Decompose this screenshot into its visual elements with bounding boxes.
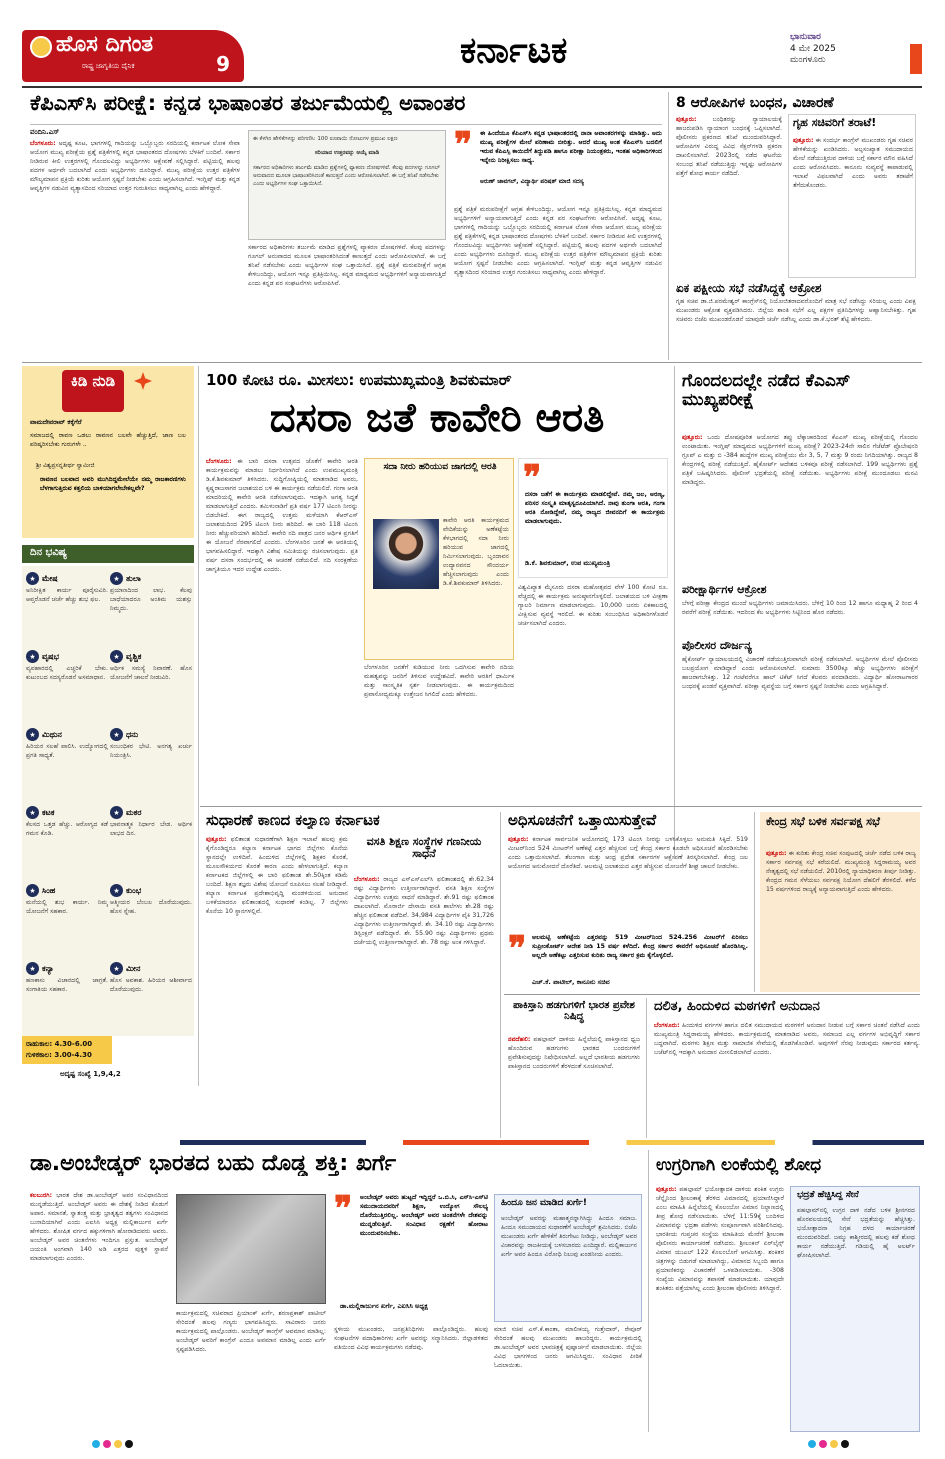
police-misuse-headline[interactable]: ಪೊಲೀಸರ ದೌರ್ಜನ್ಯ — [682, 639, 752, 652]
zodiac-sign-name: ಕುಂಭ — [126, 885, 142, 895]
home-minister-body: ಪುತ್ತೂರು: ಈ ಸಂದರ್ಭ ಕಾಂಗ್ರೆಸ್ ಮುಖಂಡರು ಗೃಹ ಸಚಿವರ ಹೇಳಿಕೆಯನ್ನು ಖಂಡಿಸಿದರು. ಅಲ್ಪಸಂಖ್ಯಾತ ಸಮುದಾಯದ ಮೇಲೆ ನಡೆಯುತ್ತಿರುವ ದಾಳಿಯ ಬಗ್ಗೆ ಸರ್ಕಾರ ಮೌನ ವಹಿಸಿದೆ ಎಂದು ಆರೋಪಿಸಿದರು. ಕಾನೂನು ಸುವ್ಯವಸ್ಥೆ ಕಾಪಾಡುವಲ್ಲಿ ಇಲಾಖೆ ವಿಫಲವಾಗಿದೆ ಎಂದು ಅವರು ತರಾಟೆಗೆ ತೆಗೆದುಕೊಂಡರು. — [793, 137, 913, 189]
horoscope-item — [110, 572, 192, 646]
dasara-box-body: ಕಾವೇರಿ ಆರತಿ ಕಾರ್ಯಕ್ರಮದ ವೇದಿಕೆಯನ್ನು ಅಣೆಕಟ್ಟೆಯ ಕೆಳಭಾಗದಲ್ಲಿ ಸದಾ ನೀರು ಹರಿಯುವ ಜಾಗದಲ್ಲಿ ನಿರ್ಮಿಸಲಾಗುವುದು. ಬೃಂದಾವನ ಉದ್ಯಾನವನದ ಸೌಂದರ್ಯ ಹೆಚ್ಚಿಸಲಾಗುವುದು ಎಂದು ಡಿ.ಕೆ.ಶಿವಕುಮಾರ್ ತಿಳಿಸಿದರು. — [443, 517, 509, 587]
ambedkar-body: ಕಲಬುರಗಿ: ಭಾರತ ದೇಶ ಡಾ.ಅಂಬೇಡ್ಕರ್ ಅವರ ಸಂವಿಧಾನದಿಂದ ಮುನ್ನಡೆಯುತ್ತಿದೆ. ಅಂಬೇಡ್ಕರ್ ಅವರು ಈ ದೇಶಕ್ಕೆ ನೀಡಿದ ಕೊಡುಗೆ ಅಪಾರ. ಸಮಾನತೆ, ಸ್ವಾತಂತ್ರ್ಯ ಮತ್ತು ಭ್ರಾತೃತ್ವದ ತತ್ವಗಳು ಸಂವಿಧಾನದ ಬುನಾದಿಯಾಗಿವೆ ಎಂದು ಎಐಸಿಸಿ ಅಧ್ಯಕ್ಷ ಮಲ್ಲಿಕಾರ್ಜುನ ಖರ್ಗೆ ಹೇಳಿದರು. ಶೋಷಿತ ವರ್ಗದ ಹಕ್ಕುಗಳಿಗಾಗಿ ಹೋರಾಡಿದವರು ಅವರು. ಅಂಬೇಡ್ಕರ್ ಅವರ ಚಿಂತನೆಗಳು ಇಂದಿಗೂ ಪ್ರಸ್ತುತ. ಅಂಬೇಡ್ಕರ್ ಜಯಂತಿ ಅಂಗವಾಗಿ 140 ಅಡಿ ಎತ್ತರದ ಪುತ್ಥಳಿ ಸ್ಥಾಪನೆ ಮಾಡಲಾಗುವುದು ಎಂದರು. — [30, 1192, 168, 1262]
zodiac-sign-text: ಹೊಸ ಅವಕಾಶ. ಹಿರಿಯರ ಆಶೀರ್ವಾದ ದೊರೆಯುವುದು. — [110, 977, 192, 993]
document-line-3: ಸರ್ಕಾರದ ಅಧಿಕಾರಿಗಳು ತರ್ಜುಮೆ ಮಾಡಿದ ಪ್ರಶ್ನೆಗಳಲ್ಲಿ ವ್ಯಾಕರಣ ದೋಷಗಳಿವೆ. ಕೆಲವು ಪದಗಳನ್ನು ಗೂಗಲ್ ಅನುವಾದದ ಮೂಲಕ ಭಾಷಾಂತರಿಸಿದಂತೆ ಕಾಣುತ್ತದೆ ಎಂದು ಆರೋಪಿಸಲಾಗಿದೆ. ಈ ಬಗ್ಗೆ ತನಿಖೆ ನಡೆಸಬೇಕು ಎಂದು ಅಭ್ಯರ್ಥಿಗಳ ಸಂಘ ಒತ್ತಾಯಿಸಿದೆ. — [253, 164, 440, 187]
quote-mark-icon: ❞ — [523, 458, 542, 498]
pak-body: ನವದೆಹಲಿ: ಪಹಲ್ಗಾಮ್ ದಾಳಿಯ ಹಿನ್ನೆಲೆಯಲ್ಲಿ ಪಾಕಿಸ್ತಾನದ ಧ್ವಜ ಹೊಂದಿರುವ ಹಡಗುಗಳು ಭಾರತದ ಬಂದರುಗಳಿಗೆ ಪ್ರವೇಶಿಸುವುದನ್ನು ನಿಷೇಧಿಸಲಾಗಿದೆ. ಅಲ್ಲದೆ ಭಾರತೀಯ ಹಡಗುಗಳು ಪಾಕಿಸ್ತಾನದ ಬಂದರುಗಳಿಗೆ ತೆರಳದಂತೆ ಸೂಚಿಸಲಾಗಿದೆ. — [508, 1036, 640, 1070]
zodiac-sign-text: ಆತ್ಮೀಯರ ಬೆಂಬಲ ದೊರೆಯುವುದು. ಹೊಸ ಸ್ನೇಹ. — [110, 899, 192, 915]
zodiac-sign-name: ತುಲಾ — [126, 573, 141, 583]
dasara-box — [364, 458, 514, 660]
dk-shivakumar-photo — [373, 519, 439, 589]
dasara-body-2: ವಿಶ್ವವಿಖ್ಯಾತ ಮೈಸೂರು ದಸರಾ ಮಹೋತ್ಸವದ ವೇಳೆ 100 ಕೋಟಿ ರೂ. ವೆಚ್ಚದಲ್ಲಿ ಈ ಕಾರ್ಯಕ್ರಮ ಅನುಷ್ಠಾನಗೊಳ್ಳಲಿದೆ. ಜಲಾಶಯದ ಬಳಿ ವೀಕ್ಷಣಾ ಗ್ಯಾಲರಿ ನಿರ್ಮಾಣ ಮಾಡಲಾಗುವುದು. 10,000 ಜನರು ಏಕಕಾಲದಲ್ಲಿ ವೀಕ್ಷಿಸುವ ವ್ಯವಸ್ಥೆ ಇರಲಿದೆ. ಈ ಕುರಿತು ಸಂಬಂಧಿಸಿದ ಅಧಿಕಾರಿಗಳೊಡನೆ ಚರ್ಚಿಸಲಾಗಿದೆ ಎಂದರು. — [518, 584, 668, 627]
central-meet-headline[interactable]: ಕೇಂದ್ರ ಸಭೆ ಬಳಿಕ ಸರ್ವಪಕ್ಷ ಸಭೆ — [766, 815, 880, 828]
zodiac-sign-icon: ★ — [110, 806, 123, 819]
horoscope-item — [110, 806, 192, 880]
notification-quote-author: ಎಚ್.ಕೆ. ಪಾಟೀಲ್, ಕಾನೂನು ಸಚಿವ — [532, 978, 610, 986]
horoscope-item — [26, 884, 108, 958]
header-date: 4 ಮೇ 2025 — [790, 43, 836, 54]
zodiac-sign-icon: ★ — [110, 572, 123, 585]
zodiac-sign-name: ಸಿಂಹ — [42, 885, 56, 895]
zodiac-sign-text: ಕೆಲಸದ ಒತ್ತಡ ಹೆಚ್ಚು. ಆರೋಗ್ಯದ ಕಡೆ ಗಮನ ಕೊಡಿ. — [26, 821, 108, 837]
horoscope-item — [26, 962, 108, 1036]
zodiac-sign-name: ವೃಶ್ಚಿಕ — [126, 651, 142, 661]
horoscope-timings — [22, 1036, 112, 1064]
zodiac-sign-icon: ★ — [26, 728, 39, 741]
rahukala: ರಾಹುಕಾಲ: 4.30-6.00 — [26, 1040, 93, 1048]
kpsc-body: ಬೆಂಗಳೂರು: ಅದೃಷ್ಟ ಕೂಟ, ಭಾಗಗಳಲ್ಲಿ ಗಾದಿಯನ್ನು ಒಬ್ಬೊಬ್ಬರು ಸರದಿಯಲ್ಲಿ ಕರ್ನಾಟಕ ಲೋಕ ಸೇವಾ ಆಯೋಗ ಮುಖ್ಯ ಪರೀಕ್ಷೆಯ ಪ್ರಶ್ನೆ ಪತ್ರಿಕೆಗಳಲ್ಲಿ ಕನ್ನಡ ಭಾಷಾಂತರದ ದೋಷಗಳು ಬೆಳಕಿಗೆ ಬಂದಿವೆ. ಸರ್ಕಾರ ನೀಡಿರುವ ಕೀಲಿ ಉತ್ತರಗಳಲ್ಲಿ ಗೊಂದಲವಿದ್ದು ಅಭ್ಯರ್ಥಿಗಳು ಆಕ್ಷೇಪಣೆ ಸಲ್ಲಿಸಿದ್ದಾರೆ. ಪಟ್ಟಿಯಲ್ಲಿ ಹಲವು ಪದಗಳ ಅರ್ಥವೇ ಬದಲಾಗಿದೆ ಎಂದು ಅಭ್ಯರ್ಥಿಗಳು ದೂರಿದ್ದಾರೆ. ಮುಖ್ಯ ಪರೀಕ್ಷೆಯ ಉತ್ತರ ಪತ್ರಿಕೆಗಳ ಮೌಲ್ಯಮಾಪನ ಪ್ರಕ್ರಿಯೆ ಕುರಿತು ಆಯೋಗ ಸ್ಪಷ್ಟನೆ ನೀಡಬೇಕು ಎಂದು ಆಗ್ರಹಿಸಲಾಗಿದೆ. ಇಂಗ್ಲಿಷ್ ಮತ್ತು ಕನ್ನಡ ಆವೃತ್ತಿಗಳ ನಡುವಿನ ವ್ಯತ್ಯಾಸದಿಂದ ಸರಿಯಾದ ಉತ್ತರ ಗುರುತಿಸಲು ಸಾಧ್ಯವಾಗಿಲ್ಲ ಎಂದು ಹೇಳಿದ್ದಾರೆ. — [30, 140, 240, 192]
kidi-spark-icon — [134, 372, 152, 390]
lanka-box-body: ಪಹಲ್ಗಾಮ್‌ನಲ್ಲಿ ಉಗ್ರರ ದಾಳಿ ನಡೆದ ಬಳಿಕ ಶ್ರೀನಗರದ ಹೊರವಲಯದಲ್ಲಿ ಸೇನೆ ಭದ್ರತೆಯನ್ನು ಹೆಚ್ಚಿಸಿತ್ತು. ಭಯೋತ್ಪಾದನಾ ನಿಗ್ರಹ ದಳದ ಕಾರ್ಯಾಚರಣೆ ಮುಂದುವರಿದಿದೆ. ಜಮ್ಮು ಕಾಶ್ಮೀರದಲ್ಲಿ ಹಲವು ಕಡೆ ಶೋಧ ಕಾರ್ಯ ನಡೆಯುತ್ತಿದೆ. ಗಡಿಯಲ್ಲಿ ಹೈ ಅಲರ್ಟ್ ಘೋಷಿಸಲಾಗಿದೆ. — [797, 1207, 915, 1259]
single-party-body: ಗೃಹ ಸಚಿವ ಡಾ.ಜಿ.ಪರಮೇಶ್ವರ್ ಕಾಂಗ್ರೆಸ್‌ನಲ್ಲಿ ನಿಯೋಜಿತರಾದವರೊಂದಿಗೆ ಮಾತ್ರ ಸಭೆ ನಡೆಸಿದ್ದು ಸರಿಯಲ್ಲ ಎಂದು ವಿಪಕ್ಷ ಮುಖಂಡರು ಆಕ್ರೋಶ ವ್ಯಕ್ತಪಡಿಸಿದರು. ಜಿಲ್ಲೆಯ ಶಾಂತಿ ಸಭೆಗೆ ಎಲ್ಲ ಪಕ್ಷಗಳ ಪ್ರತಿನಿಧಿಗಳನ್ನು ಆಹ್ವಾನಿಸಬೇಕಿತ್ತು. ಗೃಹ ಸಚಿವರು ಬಿಜೆಪಿ ಮುಖಂಡರೊಡನೆ ಯಾವುದೇ ಚರ್ಚೆ ನಡೆಸಿಲ್ಲ ಎಂದು ಡಾ.ಕೆ.ಭರತ್ ಶೆಟ್ಟಿ ಹೇಳಿದರು. — [676, 298, 916, 323]
zodiac-sign-name: ಕಟಕ — [42, 807, 55, 817]
ambedkar-quote — [334, 1189, 488, 1320]
zodiac-sign-text: ಹಿರಿಯರ ಸಲಹೆ ಪಾಲಿಸಿ. ಉದ್ಯೋಗದಲ್ಲಿ ಪ್ರಗತಿ ಸಾಧ್ಯತೆ. — [26, 743, 108, 759]
zodiac-sign-name: ಮಕರ — [126, 807, 142, 817]
zodiac-sign-icon: ★ — [26, 962, 39, 975]
zodiac-sign-icon: ★ — [110, 962, 123, 975]
zodiac-sign-text: ವ್ಯವಹಾರದಲ್ಲಿ ಎಚ್ಚರಿಕೆ ಬೇಕು. ಕುಟುಂಬದ ಸದಸ್ಯರೊಡನೆ ಅಸಮಾಧಾನ. — [26, 665, 108, 681]
notification-headline[interactable]: ಅಧಿಸೂಚನೆಗೆ ಒತ್ತಾಯಿಸುತ್ತೇವೆ — [508, 811, 657, 829]
dasara-body-3: ಬೆಂಗಳೂರಿನ ಜನತೆಗೆ ಕುಡಿಯುವ ನೀರು ಒದಗಿಸುವ ಕಾವೇರಿ ನದಿಯ ಮಹತ್ವವನ್ನು ಜನರಿಗೆ ತಿಳಿಸುವ ಉದ್ದೇಶವಿದೆ. ಕಾವೇರಿ ಆರತಿಗೆ ಧಾರ್ಮಿಕ ಮತ್ತು ಸಾಂಸ್ಕೃತಿಕ ಸ್ಪರ್ಶ ನೀಡಲಾಗುವುದು. ಈ ಕಾರ್ಯಕ್ರಮದಿಂದ ಪ್ರವಾಸೋದ್ಯಮಕ್ಕೂ ಉತ್ತೇಜನ ಸಿಗಲಿದೆ ಎಂದು ಹೇಳಿದರು. — [364, 664, 514, 698]
zodiac-sign-icon: ★ — [110, 650, 123, 663]
kidi-reply: ರಾವಣನ ಬಲವಾದ ಅವರಿ ಮುಗಿದಿದ್ದಮೇಲೆಯೇ ನಮ್ಮ ರಾಜಕಾರಣಿಗಳು ಬೆಳಗಾಗುತ್ತಿರುವ ಕತ್ತಲಿಯ ಬಾಳಿಯಾಗಲೇಬೇಕಲ್ಲವೇ? — [40, 476, 186, 492]
police-misuse-body: ಹೈಕೋರ್ಟ್ ನ್ಯಾಯಾಲಯದಲ್ಲಿ ವಿಚಾರಣೆ ನಡೆಯುತ್ತಿರುವಾಗಲೇ ಪರೀಕ್ಷೆ ನಡೆಸಲಾಗಿದೆ. ಅಭ್ಯರ್ಥಿಗಳ ಮೇಲೆ ಪೊಲೀಸರು ಬಲಪ್ರಯೋಗ ಮಾಡಿದ್ದಾರೆ ಎಂದು ಆರೋಪಿಸಲಾಗಿದೆ. ಸುಮಾರು 3500ಕ್ಕೂ ಹೆಚ್ಚು ಅಭ್ಯರ್ಥಿಗಳು ಪರೀಕ್ಷೆಗೆ ಹಾಜರಾಗಬೇಕಿತ್ತು. 12 ಗಂಟೆವರೆಗೂ ಹಾಲ್ ಟಿಕೆಟ್ ಸಿಗದೆ ಕೆಲವರು ಪರದಾಡಿದರು. ವಿದ್ಯಾರ್ಥಿ ಹೋರಾಟಗಾರರ ಬಂಧನಕ್ಕೆ ಖಂಡನೆ ವ್ಯಕ್ತವಾಗಿದೆ. ಪರೀಕ್ಷಾ ವ್ಯವಸ್ಥೆಯ ಬಗ್ಗೆ ಸರ್ಕಾರ ಸ್ಪಷ್ಟನೆ ನೀಡಬೇಕು ಎಂದು ಆಗ್ರಹಿಸಿದ್ದಾರೆ. — [682, 656, 918, 690]
dasara-headline[interactable]: ದಸರಾ ಜತೆ ಕಾವೇರಿ ಆರತಿ — [269, 395, 605, 441]
header-day: ಭಾನುವಾರ — [790, 32, 821, 42]
zodiac-sign-text: ಆರ್ಥಿಕ ಸಮಸ್ಯೆ ನಿವಾರಣೆ. ಹೊಸ ಯೋಜನೆಗೆ ಚಾಲನೆ ನೀಡುವಿರಿ. — [110, 665, 192, 681]
central-meet-box — [760, 812, 920, 992]
notification-quote — [508, 929, 748, 990]
ambedkar-event-photo — [176, 1194, 326, 1304]
ambedkar-box — [494, 1194, 642, 1322]
kidi-nudi-box — [22, 366, 194, 538]
home-minister-box — [788, 114, 916, 278]
masthead-logo[interactable] — [22, 30, 244, 82]
dalit-headline[interactable]: ದಲಿತ, ಹಿಂದುಳಿದ ಮಠಗಳಿಗೆ ಅನುದಾನ — [654, 1000, 820, 1014]
notification-quote-text: ಆಲಮಟ್ಟಿ ಅಣೆಕಟ್ಟೆಯ ಎತ್ತರವನ್ನು 519 ಮೀಟರ್‌ನಿಂದ 524.256 ಮೀಟರ್‌ಗೆ ಏರಿಸಲು ಸುಪ್ರೀಂಕೋರ್ಟ್ ಆದೇಶ ನೀಡಿ 15 ವರ್ಷ ಕಳೆದಿದೆ. ಕೇಂದ್ರ ಸರ್ಕಾರ ಈವರೆಗೆ ಅಧಿಸೂಚನೆ ಹೊರಡಿಸಿಲ್ಲ. ಅಲ್ಲದೇ ಅಣೆಕಟ್ಟು ಎತ್ತರಿಸುವ ಕುರಿತು ರಾಜ್ಯ ಸರ್ಕಾರ ಕ್ರಮ ಕೈಗೊಳ್ಳಲಿದೆ. — [532, 934, 748, 959]
zodiac-sign-icon: ★ — [26, 650, 39, 663]
zodiac-sign-name: ಮಿಥುನ — [42, 729, 62, 739]
kidi-author: ವಾಮದೇವರಾವ್ ಕಕ್ಕೆಗೆರೆ — [30, 418, 82, 426]
zodiac-sign-text: ಪ್ರಯಾಣದಿಂದ ಲಾಭ. ಕೆಲವು ಬಾಧೆಯಾದರೂ ಅಂತಿಮ ಯಶಸ್ಸು ನಿಮ್ಮದು. — [110, 587, 192, 612]
dasara-quote-box — [518, 458, 668, 578]
horoscope-item — [26, 572, 108, 646]
police-alert-body: ಬೆಳಗ್ಗೆ ಪರೀಕ್ಷಾ ಕೇಂದ್ರದ ಮುಂದೆ ಅಭ್ಯರ್ಥಿಗಳು ಜಮಾಯಿಸಿದರು. ಬೆಳಿಗ್ಗೆ 10 ರಿಂದ 12 ಹಾಗೂ ಮಧ್ಯಾಹ್ನ 2 ರಿಂದ 4 ರವರೆಗೆ ಪರೀಕ್ಷೆ ನಡೆಯಿತು. ಇದರಿಂದ ಕೆಲ ಅಭ್ಯರ್ಥಿಗಳು ಸಿಟ್ಟಿನಿಂದ ಹೊರ ನಡೆದರು. — [682, 600, 918, 616]
kpsc-quote-text: ಈ ಹಿಂದೆಯೂ ಕೆಪಿಎಸ್‌ಸಿ ಕನ್ನಡ ಭಾಷಾಂತರದಲ್ಲಿ ನಾನಾ ಅವಾಂತರಗಳನ್ನು ಮಾಡಿತ್ತು. ಅದು ಮುಖ್ಯ ಪರೀಕ್ಷೆಗಳ ಮೇಲೆ ಪರಿಣಾಮ ಬೀರಿತ್ತು. ಆದರೆ ಮುಖ್ಯ ಅಂಶ ಕೆಪಿಎಸ್‌ಸಿ ಬದಲಿಗೆ ಇರುವ ಕೆಪಿಎಸ್ಸಿ ಕಾಯಿದೆಗೆ ತಿದ್ದುಪಡಿ ಹಾಗೂ ಪರೀಕ್ಷಾ ನಿಯಂತ್ರಕರು, ಇಂತಹ ಅಧಿಕಾರಿಗಳಿಂದ ಇನ್ನೇನು ನಿರೀಕ್ಷಿಸಲು ಸಾಧ್ಯ. — [480, 130, 662, 164]
header-date-block — [790, 32, 910, 67]
zodiac-sign-text: ಸಂಬಂಧಿಕರ ಭೇಟಿ. ಅನಗತ್ಯ ಖರ್ಚು ನಿಯಂತ್ರಿಸಿ. — [110, 743, 192, 759]
horoscope-item — [110, 962, 192, 1036]
lanka-body: ಪುತ್ತೂರು: ಪಹಲ್ಗಾಮ್ ಭಯೋತ್ಪಾದಕ ದಾಳಿಯ ಶಂಕಿತ ಉಗ್ರರು ಚೆನ್ನೈನಿಂದ ಶ್ರೀಲಂಕಾಕ್ಕೆ ತೆರಳಿದ ವಿಮಾನದಲ್ಲಿ ಪ್ರಯಾಣಿಸಿದ್ದಾರೆ ಎಂಬ ಮಾಹಿತಿ ಹಿನ್ನೆಲೆಯಲ್ಲಿ ಕೊಲಂಬೋ ವಿಮಾನ ನಿಲ್ದಾಣದಲ್ಲಿ ತೀವ್ರ ಶೋಧ ನಡೆಸಲಾಯಿತು. ಬೆಳಿಗ್ಗೆ 11:59ಕ್ಕೆ ಬಂದಿಳಿದ ವಿಮಾನವನ್ನು ಭದ್ರತಾ ಪಡೆಗಳು ಸಂಪೂರ್ಣವಾಗಿ ಪರಿಶೀಲಿಸಿದವು. ಭಾರತೀಯ ಗುಪ್ತಚರ ಸಂಸ್ಥೆಯ ಮಾಹಿತಿಯ ಮೇರೆಗೆ ಶ್ರೀಲಂಕಾ ಪೊಲೀಸರು ಕಾರ್ಯಾಚರಣೆ ನಡೆಸಿದರು. ಶ್ರೀಲಂಕನ್ ಏರ್‌ಲೈನ್ಸ್ ವಿಮಾನ ಯುಎಲ್ 122 ಕೊಲಂಬೊಗೆ ಆಗಮಿಸಿತ್ತು. ಶಂಕಿತರ ಚಿತ್ರಗಳನ್ನು ಬಿಡುಗಡೆ ಮಾಡಲಾಗಿದ್ದು, ವಿಮಾನದ ಸಿಬ್ಬಂದಿ ಹಾಗೂ ಪ್ರಯಾಣಿಕರನ್ನು ವಿಚಾರಣೆಗೆ ಒಳಪಡಿಸಲಾಯಿತು. -308 ಸಂಖ್ಯೆಯ ವಿಮಾನವನ್ನು ತಪಾಸಣೆ ಮಾಡಲಾಯಿತು. ಯಾವುದೇ ಶಂಕಿತರು ಪತ್ತೆಯಾಗಿಲ್ಲ ಎಂದು ಶ್ರೀಲಂಕಾ ಪೊಲೀಸರು ತಿಳಿಸಿದ್ದಾರೆ. — [656, 1186, 784, 1292]
horoscope-item — [110, 650, 192, 724]
header-city: ಮಂಗಳೂರು — [790, 55, 826, 66]
dasara-body: ಬೆಂಗಳೂರು: ಈ ಬಾರಿ ದಸರಾ ಉತ್ಸವದ ಜೊತೆಗೆ ಕಾವೇರಿ ಆರತಿ ಕಾರ್ಯಕ್ರಮವನ್ನು ಮಾಡಲು ನಿರ್ಧರಿಸಲಾಗಿದೆ ಎಂದು ಉಪಮುಖ್ಯಮಂತ್ರಿ ಡಿ.ಕೆ.ಶಿವಕುಮಾರ್ ತಿಳಿಸಿದರು. ಸುದ್ದಿಗೋಷ್ಠಿಯಲ್ಲಿ ಮಾತನಾಡಿದ ಅವರು, ಕೃಷ್ಣರಾಜಸಾಗರ ಜಲಾಶಯದ ಬಳಿ ಈ ಕಾರ್ಯಕ್ರಮ ನಡೆಯಲಿದೆ. ಗಂಗಾ ಆರತಿ ಮಾದರಿಯಲ್ಲಿ ಕಾವೇರಿ ಆರತಿ ನಡೆಸಲಾಗುವುದು. ಇದಕ್ಕಾಗಿ ಅಗತ್ಯ ಸಿದ್ಧತೆ ಮಾಡಲಾಗುತ್ತಿದೆ ಎಂದರು. ತಮಿಳುನಾಡಿಗೆ ಪ್ರತಿ ವರ್ಷ 177 ಟಿಎಂಸಿ ನೀರನ್ನು ಬಿಡಬೇಕಿದೆ. ಈಗ ರಾಜ್ಯದಲ್ಲಿ ಉತ್ತಮ ಮಳೆಯಾಗಿ ಕೆಆರ್‌ಎಸ್ ಜಲಾಶಯದಿಂದ 295 ಟಿಎಂಸಿ ನೀರು ಹರಿದಿದೆ. ಈ ಬಾರಿ 118 ಟಿಎಂಸಿ ನೀರು ಹೆಚ್ಚುವರಿಯಾಗಿ ಹರಿದಿದೆ. ಕಾವೇರಿ ನದಿ ಪಾತ್ರದ ಜನರ ಆರ್ಥಿಕ ಪ್ರಗತಿಗೆ ಈ ಯೋಜನೆ ನೆರವಾಗಲಿದೆ ಎಂದರು. ಬೆಂಗಳೂರಿನ ಜನತೆ ಈ ಆರತಿಯಲ್ಲಿ ಭಾಗವಹಿಸಲಿದ್ದಾರೆ. ಇದಕ್ಕಾಗಿ ವಿಶೇಷ ಸಮಿತಿಯನ್ನು ರಚಿಸಲಾಗುವುದು. ಪ್ರತಿ ವರ್ಷ ದಸರಾ ಸಂದರ್ಭದಲ್ಲಿ ಈ ಆಚರಣೆ ನಡೆಯಲಿದೆ. ನದಿ ಸಂರಕ್ಷಣೆಯ ಜಾಗೃತಿಯೂ ಇದರ ಉದ್ದೇಶ ಎಂದರು. — [206, 458, 358, 573]
home-minister-headline[interactable]: ಗೃಹ ಸಚಿವರಿಗೆ ತರಾಟೆ! — [793, 116, 877, 129]
kpsc-headline[interactable]: ಕೆಪಿಎಸ್‌ಸಿ ಪರೀಕ್ಷೆ: ಕನ್ನಡ ಭಾಷಾಂತರ ತರ್ಜುಮೆಯಲ್ಲಿ ಅವಾಂತರ — [30, 92, 466, 115]
police-alert-headline[interactable]: ಪರೀಕ್ಷಾರ್ಥಿಗಳ ಆಕ್ರೋಶ — [682, 583, 767, 596]
page-number: 9 — [216, 52, 230, 76]
teachers-headline[interactable]: ವಸತಿ ಶಿಕ್ಷಣ ಸಂಸ್ಥೆಗಳ ಗಣನೀಯ ಸಾಧನೆ — [366, 835, 482, 861]
kpsc-quote — [454, 125, 662, 188]
horoscope-item — [110, 728, 192, 802]
kidi-text: ಸಮಾಜದಲ್ಲಿ ರಾವಣ ಒಡಲು ರಾವಣನ ಬಲವೇ ಹೆಚ್ಚುತ್ತಿದೆ, ಜಾಣ ಬಲ ಪರಿಷ್ಕರಿಸಬೇಕು ಗುರುಗಳೇ .. — [30, 432, 186, 448]
kidi-speaker: ಶ್ರೀ ವಿಶ್ವಪ್ರಸನ್ನತೀರ್ಥ ಸ್ವಾಮೀಜಿ — [36, 462, 95, 469]
zodiac-sign-icon: ★ — [110, 884, 123, 897]
horoscope-item — [26, 650, 108, 724]
ambedkar-body-4: ಮಾಜಿ ಸಚಿವ ಎಸ್.ಕೆ.ಕಾಂತಾ, ಮಾಲೀಕಯ್ಯ ಗುತ್ತೇದಾರ್, ರೇವೂರ್ ಸೇರಿದಂತೆ ಹಲವು ಮುಖಂಡರು ಹಾಜರಿದ್ದರು. ಕಾರ್ಯಕ್ರಮದಲ್ಲಿ ಡಾ.ಅಂಬೇಡ್ಕರ್ ಅವರ ಭಾವಚಿತ್ರಕ್ಕೆ ಪುಷ್ಪಾರ್ಚನೆ ಮಾಡಲಾಯಿತು. ಜಿಲ್ಲೆಯ ವಿವಿಧ ಭಾಗಗಳಿಂದ ಜನರು ಆಗಮಿಸಿದ್ದರು. ಸಂವಿಧಾನ ಪೀಠಿಕೆ ಓದಲಾಯಿತು. — [494, 1326, 642, 1369]
logo-tagline: ರಾಷ್ಟ್ರ ಜಾಗೃತಿಯ ದೈನಿಕ — [82, 62, 135, 70]
arrests-body: ಪುತ್ತೂರು: ಬಂಧಿತರನ್ನು ನ್ಯಾಯಾಲಯಕ್ಕೆ ಹಾಜರುಪಡಿಸಿ ನ್ಯಾಯಾಂಗ ಬಂಧನಕ್ಕೆ ಒಪ್ಪಿಸಲಾಗಿದೆ. ಪೊಲೀಸರು ಪ್ರಕರಣದ ತನಿಖೆ ಮುಂದುವರಿಸಿದ್ದಾರೆ. ಆರೋಪಿಗಳ ವಿರುದ್ಧ ವಿವಿಧ ಸೆಕ್ಷನ್‌ಗಳಡಿ ಪ್ರಕರಣ ದಾಖಲಿಸಲಾಗಿದೆ. 2023ರಲ್ಲಿ ನಡೆದ ಘಟನೆಯ ಸಂಬಂಧ ತನಿಖೆ ನಡೆಯುತ್ತಿದ್ದು ಇನ್ನಷ್ಟು ಆರೋಪಿಗಳ ಪತ್ತೆಗೆ ಶೋಧ ಕಾರ್ಯ ನಡೆದಿದೆ. — [676, 116, 782, 177]
section-title: ಕರ್ನಾಟಕ — [460, 30, 568, 71]
ambedkar-body-3: ಸ್ಥಳೀಯ ಮುಖಂಡರು, ಜನಪ್ರತಿನಿಧಿಗಳು ಪಾಲ್ಗೊಂಡಿದ್ದರು. ಹಲವು ಸಂಘಟನೆಗಳ ಪದಾಧಿಕಾರಿಗಳು ಖರ್ಗೆ ಅವರನ್ನು ಸನ್ಮಾನಿಸಿದರು. ಜಿಲ್ಲಾಡಳಿತದ ವತಿಯಿಂದ ವಿವಿಧ ಕಾರ್ಯಕ್ರಮಗಳು ನಡೆದವು. — [334, 1326, 488, 1351]
kpsc-body-3: ಪ್ರಶ್ನೆ ಪತ್ರಿಕೆ ಮರುಪರೀಕ್ಷೆಗೆ ಆಗ್ರಹ ಕೇಳಿಬಂದಿದ್ದು, ಆಯೋಗ ಇನ್ನೂ ಪ್ರತಿಕ್ರಿಯಿಸಿಲ್ಲ. ಕನ್ನಡ ಮಾಧ್ಯಮದ ಅಭ್ಯರ್ಥಿಗಳಿಗೆ ಅನ್ಯಾಯವಾಗುತ್ತಿದೆ ಎಂದು ಕನ್ನಡ ಪರ ಸಂಘಟನೆಗಳು ಆರೋಪಿಸಿವೆ. ಅದೃಷ್ಟ ಕೂಟ, ಭಾಗಗಳಲ್ಲಿ ಗಾದಿಯನ್ನು ಒಬ್ಬೊಬ್ಬರು ಸರದಿಯಲ್ಲಿ ಕರ್ನಾಟಕ ಲೋಕ ಸೇವಾ ಆಯೋಗ ಮುಖ್ಯ ಪರೀಕ್ಷೆಯ ಪ್ರಶ್ನೆ ಪತ್ರಿಕೆಗಳಲ್ಲಿ ಕನ್ನಡ ಭಾಷಾಂತರದ ದೋಷಗಳು ಬೆಳಕಿಗೆ ಬಂದಿವೆ. ಸರ್ಕಾರ ನೀಡಿರುವ ಕೀಲಿ ಉತ್ತರಗಳಲ್ಲಿ ಗೊಂದಲವಿದ್ದು ಅಭ್ಯರ್ಥಿಗಳು ಆಕ್ಷೇಪಣೆ ಸಲ್ಲಿಸಿದ್ದಾರೆ. ಪಟ್ಟಿಯಲ್ಲಿ ಹಲವು ಪದಗಳ ಅರ್ಥವೇ ಬದಲಾಗಿದೆ ಎಂದು ಅಭ್ಯರ್ಥಿಗಳು ದೂರಿದ್ದಾರೆ. ಮುಖ್ಯ ಪರೀಕ್ಷೆಯ ಉತ್ತರ ಪತ್ರಿಕೆಗಳ ಮೌಲ್ಯಮಾಪನ ಪ್ರಕ್ರಿಯೆ ಕುರಿತು ಆಯೋಗ ಸ್ಪಷ್ಟನೆ ನೀಡಬೇಕು ಎಂದು ಆಗ್ರಹಿಸಲಾಗಿದೆ. ಇಂಗ್ಲಿಷ್ ಮತ್ತು ಕನ್ನಡ ಆವೃತ್ತಿಗಳ ನಡುವಿನ ವ್ಯತ್ಯಾಸದಿಂದ ಸರಿಯಾದ ಉತ್ತರ ಗುರುತಿಸಲು ಸಾಧ್ಯವಾಗಿಲ್ಲ ಎಂದು ಹೇಳಿದ್ದಾರೆ. — [454, 206, 662, 276]
notification-body: ಪುತ್ತೂರು: ಕರ್ನಾಟಕ ಸಾರ್ವಜನಿಕ ಆಯೋಗದಲ್ಲಿ 173 ಟಿಎಂಸಿ ನೀರನ್ನು ಬಳಸಿಕೊಳ್ಳಲು ಅನುಮತಿ ಸಿಕ್ಕಿದೆ. 519 ಮೀಟರ್‌ನಿಂದ 524 ಮೀಟರ್‌ಗೆ ಅಣೆಕಟ್ಟೆ ಎತ್ತರ ಹೆಚ್ಚಿಸುವ ಬಗ್ಗೆ ಕೇಂದ್ರ ಸರ್ಕಾರ ಕೂಡಲೇ ಅಧಿಸೂಚನೆ ಹೊರಡಿಸಬೇಕು ಎಂದು ಒತ್ತಾಯಿಸಲಾಗಿದೆ. ತೆಲಂಗಾಣ ಮತ್ತು ಆಂಧ್ರ ಪ್ರದೇಶ ಸರ್ಕಾರಗಳ ಆಕ್ಷೇಪಣೆ ತಿರಸ್ಕರಿಸಲಾಗಿದೆ. ಕೇಂದ್ರ ಜಲ ಆಯೋಗದ ಅನುಮೋದನೆ ದೊರೆತಿದೆ. ಆಲಮಟ್ಟಿ ಜಲಾಶಯದ ಎತ್ತರ ಹೆಚ್ಚಿಸುವ ಯೋಜನೆಗೆ ಶೀಘ್ರ ಚಾಲನೆ ನೀಡಬೇಕು. — [508, 836, 748, 870]
zodiac-sign-name: ವೃಷಭ — [42, 651, 59, 661]
ambedkar-body-2: ಕಾರ್ಯಕ್ರಮದಲ್ಲಿ ಸಚಿವರಾದ ಪ್ರಿಯಾಂಕ್ ಖರ್ಗೆ, ಶರಣಪ್ರಕಾಶ್ ಪಾಟೀಲ್ ಸೇರಿದಂತೆ ಹಲವು ಗಣ್ಯರು ಭಾಗವಹಿಸಿದ್ದರು. ಸಾವಿರಾರು ಜನರು ಕಾರ್ಯಕ್ರಮದಲ್ಲಿ ಪಾಲ್ಗೊಂಡರು. ಅಂಬೇಡ್ಕರ್ ಕಾಂಗ್ರೆಸ್ ಅವಮಾನ ಮಾಡಿಲ್ಲ: ಅಂಬೇಡ್ಕರ್ ಅವರಿಗೆ ಕಾಂಗ್ರೆಸ್ ಎಂದೂ ಅವಮಾನ ಮಾಡಿಲ್ಲ ಎಂದು ಖರ್ಗೆ ಸ್ಪಷ್ಟಪಡಿಸಿದರು. — [176, 1310, 326, 1353]
zodiac-sign-name: ಕನ್ಯಾ — [42, 963, 54, 973]
quote-mark-icon: ❞ — [508, 929, 527, 969]
dasara-quote-author: ಡಿ.ಕೆ. ಶಿವಕುಮಾರ್, ಉಪ ಮುಖ್ಯಮಂತ್ರಿ — [525, 559, 611, 567]
zodiac-sign-icon: ★ — [26, 572, 39, 585]
zodiac-sign-icon: ★ — [26, 806, 39, 819]
central-meet-body: ಪುತ್ತೂರು: ಈ ಕುರಿತು ಕೇಂದ್ರ ಸಚಿವ ಸಂಪುಟದಲ್ಲಿ ಚರ್ಚೆ ನಡೆದ ಬಳಿಕ ರಾಜ್ಯ ಸರ್ಕಾರ ಸರ್ವಪಕ್ಷ ಸಭೆ ಕರೆಯಲಿದೆ. ಮುಖ್ಯಮಂತ್ರಿ ಸಿದ್ದರಾಮಯ್ಯ ಅವರ ನೇತೃತ್ವದಲ್ಲಿ ಸಭೆ ನಡೆಯಲಿದೆ. 2010ರಲ್ಲಿ ನ್ಯಾಯಾಧಿಕರಣ ತೀರ್ಪು ನೀಡಿತ್ತು. ಕೇಂದ್ರದ ಗಮನ ಸೆಳೆಯಲು ಸರ್ವಪಕ್ಷ ನಿಯೋಗ ದೆಹಲಿಗೆ ತೆರಳಲಿದೆ. ಕಳೆದ 15 ವರ್ಷಗಳಿಂದ ರಾಜ್ಯಕ್ಕೆ ಅನ್ಯಾಯವಾಗುತ್ತಿದೆ ಎಂದು ಹೇಳಿದರು. — [766, 850, 916, 893]
zodiac-sign-text: ಭಾವನಾತ್ಮಕ ನಿರ್ಧಾರ ಬೇಡ. ಆರ್ಥಿಕ ಲಾಭದ ದಿನ. — [110, 821, 192, 837]
teachers-body: ಬೆಂಗಳೂರು: ರಾಜ್ಯದ ಎಸ್ಎಸ್ಎಲ್‌ಸಿ ಫಲಿತಾಂಶದಲ್ಲಿ ಶೇ.62.34 ರಷ್ಟು ವಿದ್ಯಾರ್ಥಿಗಳು ಉತ್ತೀರ್ಣರಾಗಿದ್ದಾರೆ. ವಸತಿ ಶಿಕ್ಷಣ ಸಂಸ್ಥೆಗಳ ವಿದ್ಯಾರ್ಥಿಗಳು ಉತ್ತಮ ಸಾಧನೆ ಮಾಡಿದ್ದಾರೆ. ಶೇ.91 ರಷ್ಟು ಫಲಿತಾಂಶ ದಾಖಲಾಗಿದೆ. ಮೊರಾರ್ಜಿ ದೇಸಾಯಿ ವಸತಿ ಶಾಲೆಗಳು ಶೇ.28 ರಷ್ಟು ಹೆಚ್ಚಿನ ಫಲಿತಾಂಶ ಪಡೆದಿವೆ. 34,984 ವಿದ್ಯಾರ್ಥಿಗಳ ಪೈಕಿ 31,726 ವಿದ್ಯಾರ್ಥಿಗಳು ಉತ್ತೀರ್ಣರಾಗಿದ್ದಾರೆ. ಶೇ. 34.10 ರಷ್ಟು ವಿದ್ಯಾರ್ಥಿಗಳು ಡಿಸ್ಟಿಂಕ್ಷನ್ ಪಡೆದಿದ್ದಾರೆ. ಶೇ. 55.90 ರಷ್ಟು ವಿದ್ಯಾರ್ಥಿಗಳು ಪ್ರಥಮ ದರ್ಜೆಯಲ್ಲಿ ಉತ್ತೀರ್ಣರಾಗಿದ್ದಾರೆ. ಶೇ. 78 ರಷ್ಟು ಅಂಕ ಗಳಿಸಿದ್ದಾರೆ. — [354, 876, 494, 946]
dasara-quote-text: ದಸರಾ ಜತೆಗೆ ಈ ಕಾರ್ಯಕ್ರಮ ಮಾಡಲಿದ್ದೇವೆ. ನಮ್ಮ ಜಲ, ಅರಣ್ಯ, ಪರಿಸರ ಸಂಸ್ಕೃತಿ ಮಾತೃಸ್ವರೂಪಿಯಾಗಿದೆ. ನಾವು ತುಂಗಾ ಆರತಿ, ಗಂಗಾ ಆರತಿ ನೋಡಿದ್ದೇವೆ, ನಮ್ಮ ರಾಜ್ಯದ ಜೀವನದಿಗೆ ಈ ಕಾರ್ಯಕ್ರಮ ಮಾಡಲಾಗುವುದು. — [525, 491, 665, 525]
zodiac-sign-text: ಮನೆಯಲ್ಲಿ ಶುಭ ಕಾರ್ಯ. ನಿಮ್ಮ ಯೋಜನೆಗೆ ಸಹಕಾರ. — [26, 899, 108, 915]
ambedkar-box-title: ಹಿಂದೂ ಜನ ಮಾಡಿದ ಖರ್ಗೆ! — [501, 1198, 587, 1208]
kpsc-document-image — [248, 130, 446, 240]
quote-mark-icon: ❞ — [454, 125, 473, 165]
kalyana-headline[interactable]: ಸುಧಾರಣೆ ಕಾಣದ ಕಲ್ಯಾಣ ಕರ್ನಾಟಕ — [206, 812, 380, 829]
document-line-2: ಸರಿಯಾದ ಉತ್ತರವನ್ನು ಆಯ್ಕೆ ಮಾಡಿ — [314, 150, 380, 157]
masthead-orange-bar — [910, 44, 922, 74]
gulika: ಗುಳಿಕಕಾಲ: 3.00-4.30 — [26, 1050, 92, 1059]
color-strip — [180, 1140, 924, 1145]
lanka-box — [790, 1186, 920, 1432]
masthead — [0, 0, 945, 88]
kpsc-quote-author: ಅರುಣ್ ಜಾವಗಲ್, ವಿದ್ಯಾರ್ಥಿ ಪರಿಷತ್ ಮಾಜಿ ಸದಸ್ಯ — [480, 178, 584, 185]
horoscope-title-bar — [22, 545, 194, 563]
ambedkar-headline[interactable]: ಡಾ.ಅಂಬೇಡ್ಕರ್ ಭಾರತದ ಬಹು ದೊಡ್ಡ ಶಕ್ತಿ: ಖರ್ಗೆ — [30, 1152, 397, 1176]
kalyana-body: ಪುತ್ತೂರು: ಫಲಿತಾಂಶ ಸುಧಾರಣೆಗಾಗಿ ಶಿಕ್ಷಣ ಇಲಾಖೆ ಹಲವು ಕ್ರಮ ಕೈಗೊಂಡಿದ್ದರೂ ಕಲ್ಯಾಣ ಕರ್ನಾಟಕ ಭಾಗದ ಜಿಲ್ಲೆಗಳು ಕೊನೆಯ ಸ್ಥಾನದಲ್ಲೇ ಉಳಿದಿವೆ. ಹಿಂದುಳಿದ ಜಿಲ್ಲೆಗಳಲ್ಲಿ ಶಿಕ್ಷಕರ ಕೊರತೆ, ಮೂಲಸೌಕರ್ಯದ ಕೊರತೆ ಕಾರಣ ಎಂದು ಹೇಳಲಾಗುತ್ತಿದೆ. ಕಲ್ಯಾಣ ಕರ್ನಾಟಕದ ಜಿಲ್ಲೆಗಳಲ್ಲಿ ಈ ಬಾರಿ ಫಲಿತಾಂಶ ಶೇ.50ಕ್ಕಿಂತ ಕಡಿಮೆ ಬಂದಿದೆ. ಶಿಕ್ಷಣ ತಜ್ಞರು ವಿಶೇಷ ಯೋಜನೆ ರೂಪಿಸಲು ಸಲಹೆ ನೀಡಿದ್ದಾರೆ. ಕಲ್ಯಾಣ ಕರ್ನಾಟಕ ಪ್ರದೇಶಾಭಿವೃದ್ಧಿ ಮಂಡಳಿಯಿಂದ ಅನುದಾನ ಬಳಕೆಯಾದರೂ ಫಲಿತಾಂಶದಲ್ಲಿ ಸುಧಾರಣೆ ಕಂಡಿಲ್ಲ. 7 ಜಿಲ್ಲೆಗಳು ಕೊನೆಯ 10 ಸ್ಥಾನಗಳಲ್ಲಿವೆ. — [206, 836, 348, 915]
zodiac-sign-name: ಮೇಷ — [42, 573, 58, 583]
arrests-headline[interactable]: 8 ಆರೋಪಿಗಳ ಬಂಧನ, ವಿಚಾರಣೆ — [676, 95, 834, 111]
zodiac-sign-name: ಧನು — [126, 729, 139, 739]
ambedkar-box-body: ಅಂಬೇಡ್ಕರ್ ಅವರನ್ನು ಮಹಾತ್ಮನನ್ನಾಗಿಸಿದ್ದು ಹಿಂದೂ ಸಮಾಜ. ಹಿಂದೂ ಸಮುದಾಯದ ಸುಧಾರಣೆಗೆ ಅಂಬೇಡ್ಕರ್ ಶ್ರಮಿಸಿದರು. ಬಿಜೆಪಿ ಮುಖಂಡರು ಖರ್ಗೆ ಹೇಳಿಕೆಗೆ ತಿರುಗೇಟು ನೀಡಿದ್ದು, ಅಂಬೇಡ್ಕರ್ ಅವರ ವಿಚಾರವನ್ನು ರಾಜಕೀಯಕ್ಕೆ ಬಳಸಬಾರದು ಎಂದಿದ್ದಾರೆ. ಮಲ್ಲಿಕಾರ್ಜುನ ಖರ್ಗೆ ಅವರ ಹಿಂದೂ ವಿರೋಧಿ ನಿಲುವು ಖಂಡನೀಯ ಎಂದರು. — [501, 1215, 637, 1258]
zodiac-sign-text: ಅನಿರೀಕ್ಷಿತ ಕಾರ್ಯ ಪೂರೈಸುವಿರಿ. ಆಪ್ತರೊಡನೆ ಚರ್ಚೆ ಹೆಚ್ಚು ಶುಭ ಫಲ. — [26, 587, 108, 603]
ambedkar-quote-text: ಅಂಬೇಡ್ಕರ್ ಅವರು ಹುಟ್ಟದೆ ಇದ್ದಿದ್ದರೆ ಒ.ಬಿ.ಸಿ, ಎಸ್‌ಸಿ-ಎಸ್‌ಟಿ ಸಮುದಾಯದವರಿಗೆ ಶಿಕ್ಷಣ, ಉದ್ಯೋಗ ಸೌಲಭ್ಯ ದೊರೆಯುತ್ತಿರಲಿಲ್ಲ. ಅಂಬೇಡ್ಕರ್ ಅವರ ಚಿಂತನೆಗಳೇ ದೇಶವನ್ನು ಮುನ್ನಡೆಸುತ್ತಿವೆ. ಸಂವಿಧಾನ ರಕ್ಷಣೆಗೆ ಹೋರಾಟ ಮುಂದುವರಿಸಬೇಕು. — [360, 1194, 488, 1237]
lanka-headline[interactable]: ಉಗ್ರರಿಗಾಗಿ ಲಂಕೆಯಲ್ಲಿ ಶೋಧ — [656, 1155, 822, 1175]
zodiac-sign-icon: ★ — [110, 728, 123, 741]
pak-headline[interactable]: ಪಾಕಿಸ್ತಾನಿ ಹಡಗುಗಳಿಗೆ ಭಾರತ ಪ್ರವೇಶ ನಿಷಿದ್ಧ — [513, 1000, 635, 1022]
zodiac-sign-name: ಮೀನ — [126, 963, 141, 973]
dasara-box-title: ಸದಾ ನೀರು ಹರಿಯುವ ಜಾಗದಲ್ಲಿ ಆರತಿ — [383, 462, 497, 472]
dasara-kicker[interactable]: 100 ಕೋಟಿ ರೂ. ಮೀಸಲು: ಉಪಮುಖ್ಯಮಂತ್ರಿ ಶಿವಕುಮಾರ್ — [206, 372, 512, 389]
document-line-1: ಈ ಕೆಳಗಿನ ಹೇಳಿಕೆಗಳನ್ನು ಪರಿಗಣಿಸಿ: 100 ರೂಪಾಯಿ ನೋಟುಗಳ ಪ್ರಮುಖ ಲಕ್ಷಣ — [253, 136, 398, 142]
horoscope-title: ದಿನ ಭವಿಷ್ಯ — [30, 547, 67, 558]
horoscope-item — [26, 728, 108, 802]
kidi-title: ಕಿಡಿ ನುಡಿ — [70, 372, 116, 390]
kpsc-byline: ವಂದಿನಿ.ಎಸ್ — [30, 128, 60, 136]
registration-marks-left — [92, 1440, 133, 1448]
dalit-body: ಬೆಂಗಳೂರು: ಹಿಂದುಳಿದ ವರ್ಗಗಳ ಹಾಗೂ ದಲಿತ ಸಮುದಾಯದ ಮಠಗಳಿಗೆ ಅನುದಾನ ನೀಡುವ ಬಗ್ಗೆ ಸರ್ಕಾರ ಚಿಂತನೆ ನಡೆಸಿದೆ ಎಂದು ಮುಖ್ಯಮಂತ್ರಿ ಸಿದ್ದರಾಮಯ್ಯ ಹೇಳಿದರು. ಕಾರ್ಯಕ್ರಮದಲ್ಲಿ ಮಾತನಾಡಿದ ಅವರು, ಸಮಾಜದ ಎಲ್ಲ ವರ್ಗಗಳ ಅಭಿವೃದ್ಧಿಗೆ ಸರ್ಕಾರ ಬದ್ಧವಾಗಿದೆ. ಮಠಗಳು ಶಿಕ್ಷಣ ಮತ್ತು ಸಾಮಾಜಿಕ ಸೇವೆಯಲ್ಲಿ ತೊಡಗಿಕೊಂಡಿವೆ. ಅವುಗಳಿಗೆ ನೆರವು ನೀಡುವುದು ಸರ್ಕಾರದ ಕರ್ತವ್ಯ. ಬಜೆಟ್‌ನಲ್ಲಿ ಇದಕ್ಕಾಗಿ ಅನುದಾನ ಮೀಸಲಿಡಲಾಗಿದೆ ಎಂದರು. — [654, 1022, 920, 1056]
single-party-headline[interactable]: ಏಕ ಪಕ್ಷೀಯ ಸಭೆ ನಡೆಸಿದ್ದಕ್ಕೆ ಆಕ್ರೋಶ — [676, 281, 822, 295]
kas-body: ಪುತ್ತೂರು: ಒಂದು ದೋಷಪೂರಿತ ಆಯೋಗದ ತಪ್ಪು ಲೆಕ್ಕಾಚಾರದಿಂದ ಕೆಎಎಸ್ ಮುಖ್ಯ ಪರೀಕ್ಷೆಯಲ್ಲಿ ಗೊಂದಲ ಉಂಟಾಯಿತು. ಇಂಗ್ಲಿಷ್ ಮಾಧ್ಯಮದ ಅಭ್ಯರ್ಥಿಗಳಿಗೆ ಮುಖ್ಯ ಪರೀಕ್ಷೆ? 2023-24ನೇ ಸಾಲಿನ ಗೆಜೆಟೆಡ್ ಪ್ರೊಬೇಷನರಿ ಗ್ರೂಪ್ ಎ ಮತ್ತು ಬಿ -384 ಹುದ್ದೆಗಳ ಮುಖ್ಯ ಪರೀಕ್ಷೆಯು ಮೇ 3, 5, 7 ಮತ್ತು 9 ರಂದು ನಿಗದಿಯಾಗಿತ್ತು. ರಾಜ್ಯದ 8 ಕೇಂದ್ರಗಳಲ್ಲಿ ಪರೀಕ್ಷೆ ನಡೆಯುತ್ತಿದೆ. ಹೈಕೋರ್ಟ್ ಆದೇಶದ ಬಳಿಕವೂ ಪರೀಕ್ಷೆ ನಡೆಸಲಾಗಿದೆ. 199 ಅಭ್ಯರ್ಥಿಗಳು ಪ್ರಶ್ನೆ ಪತ್ರಿಕೆ ಬಹಿಷ್ಕರಿಸಿದರು. ಪೊಲೀಸ್ ಭದ್ರತೆಯಲ್ಲಿ ಪರೀಕ್ಷೆ ನಡೆಯಿತು. ಅಭ್ಯರ್ಥಿಗಳು ಪರೀಕ್ಷೆ ಮುಂದೂಡಲು ಮನವಿ ಮಾಡಿದ್ದರು. — [682, 434, 918, 486]
zodiac-sign-icon: ★ — [26, 884, 39, 897]
registration-marks-right — [808, 1440, 849, 1448]
logo-text: ಹೊಸ ದಿಗಂತ — [56, 32, 154, 57]
zodiac-sign-text: ಹಣಕಾಸು ವಿಚಾರದಲ್ಲಿ ಜಾಗ್ರತೆ. ಸಂಗಾತಿಯ ಸಹಕಾರ. — [26, 977, 108, 993]
horoscope-item — [26, 806, 108, 880]
lucky-numbers: ಅದೃಷ್ಟ ಸಂಖ್ಯೆ 1,9,4,2 — [60, 1070, 121, 1078]
horoscope-item — [110, 884, 192, 958]
logo-sun-icon — [30, 36, 52, 58]
kpsc-body-2: ಸರ್ಕಾರದ ಅಧಿಕಾರಿಗಳು ತರ್ಜುಮೆ ಮಾಡಿದ ಪ್ರಶ್ನೆಗಳಲ್ಲಿ ವ್ಯಾಕರಣ ದೋಷಗಳಿವೆ. ಕೆಲವು ಪದಗಳನ್ನು ಗೂಗಲ್ ಅನುವಾದದ ಮೂಲಕ ಭಾಷಾಂತರಿಸಿದಂತೆ ಕಾಣುತ್ತದೆ ಎಂದು ಆರೋಪಿಸಲಾಗಿದೆ. ಈ ಬಗ್ಗೆ ತನಿಖೆ ನಡೆಸಬೇಕು ಎಂದು ಅಭ್ಯರ್ಥಿಗಳ ಸಂಘ ಒತ್ತಾಯಿಸಿದೆ. ಪ್ರಶ್ನೆ ಪತ್ರಿಕೆ ಮರುಪರೀಕ್ಷೆಗೆ ಆಗ್ರಹ ಕೇಳಿಬಂದಿದ್ದು, ಆಯೋಗ ಇನ್ನೂ ಪ್ರತಿಕ್ರಿಯಿಸಿಲ್ಲ. ಕನ್ನಡ ಮಾಧ್ಯಮದ ಅಭ್ಯರ್ಥಿಗಳಿಗೆ ಅನ್ಯಾಯವಾಗುತ್ತಿದೆ ಎಂದು ಕನ್ನಡ ಪರ ಸಂಘಟನೆಗಳು ಆರೋಪಿಸಿವೆ. — [248, 244, 446, 287]
ambedkar-quote-author: ಡಾ.ಮಲ್ಲಿಕಾರ್ಜುನ ಖರ್ಗೆ, ಎಐಸಿಸಿ ಅಧ್ಯಕ್ಷ — [340, 1302, 428, 1310]
lanka-box-title: ಭದ್ರತೆ ಹೆಚ್ಚಿಸಿದ್ದ ಸೇನೆ — [797, 1190, 859, 1200]
kidi-title-badge — [62, 370, 124, 412]
quote-mark-icon: ❞ — [334, 1189, 353, 1229]
kas-headline[interactable]: ಗೊಂದಲದಲ್ಲೇ ನಡೆದ ಕೆಎಎಸ್ ಮುಖ್ಯಪರೀಕ್ಷೆ — [682, 371, 851, 410]
